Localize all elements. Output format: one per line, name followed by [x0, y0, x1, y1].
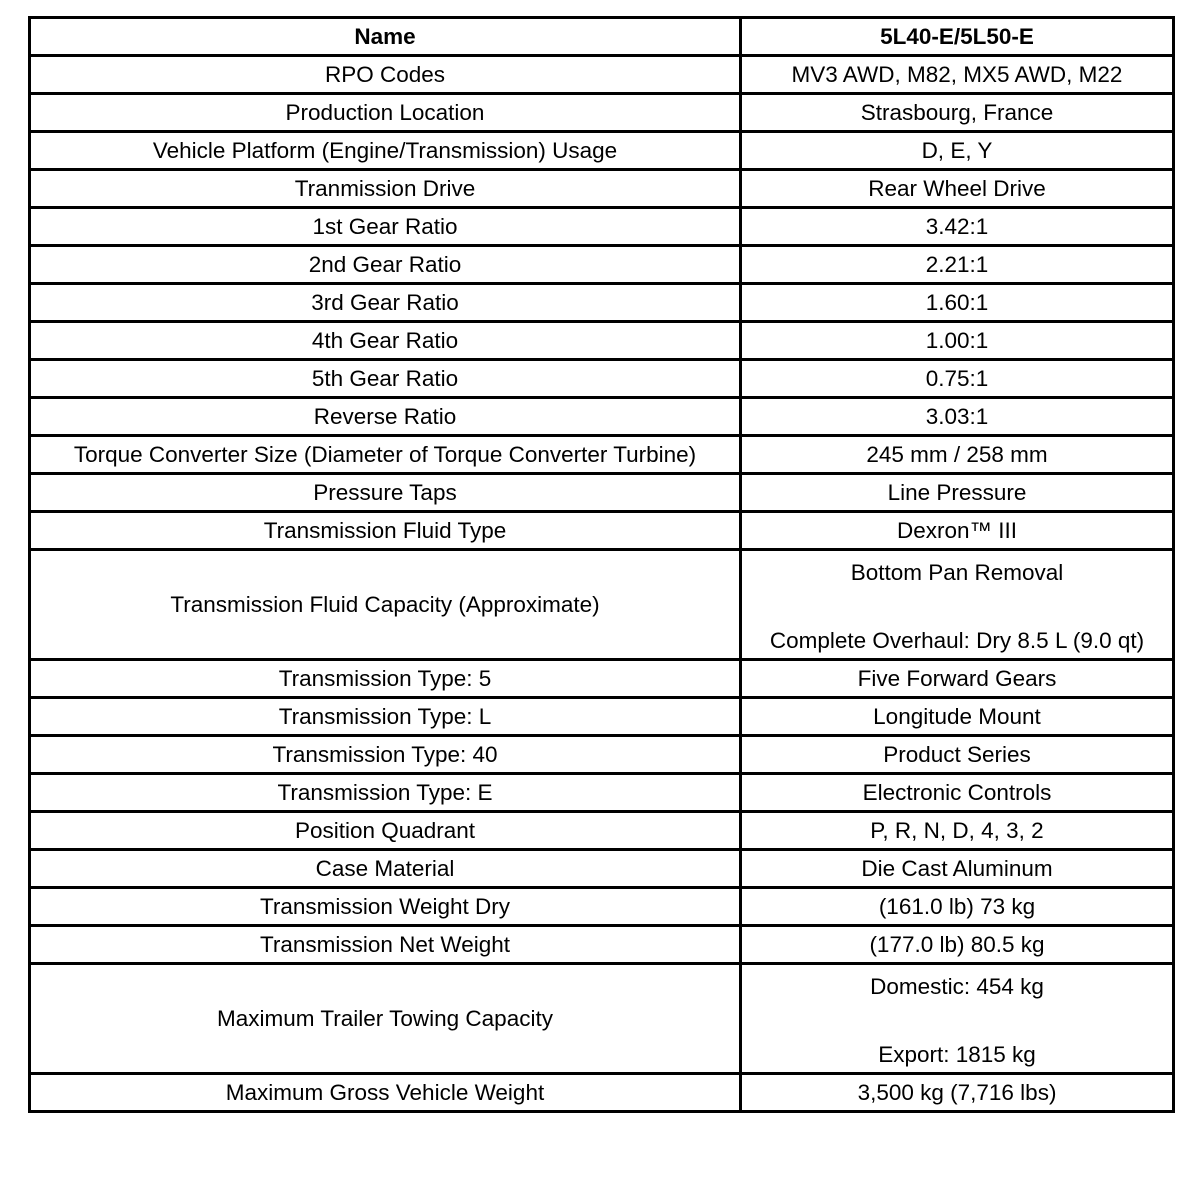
towing-export: Export: 1815 kg	[878, 1042, 1036, 1067]
row-value-multiline	[741, 964, 1174, 1074]
row-label: Pressure Taps	[30, 474, 741, 512]
row-value: D, E, Y	[741, 132, 1174, 170]
table-row	[30, 512, 1174, 550]
row-value: 1.00:1	[741, 322, 1174, 360]
row-label: 1st Gear Ratio	[30, 208, 741, 246]
row-label: Production Location	[30, 94, 741, 132]
table-row	[30, 132, 1174, 170]
row-value: Five Forward Gears	[741, 660, 1174, 698]
table-row	[30, 246, 1174, 284]
table-row	[30, 926, 1174, 964]
row-label: Tranmission Drive	[30, 170, 741, 208]
row-label: Vehicle Platform (Engine/Transmission) Usage	[30, 132, 741, 170]
row-label: Maximum Trailer Towing Capacity	[30, 964, 741, 1074]
table-row	[30, 774, 1174, 812]
table-row	[30, 360, 1174, 398]
row-label: Position Quadrant	[30, 812, 741, 850]
table-row	[30, 284, 1174, 322]
spec-table	[28, 16, 1175, 1113]
table-row	[30, 208, 1174, 246]
table-row	[30, 436, 1174, 474]
row-value: 245 mm / 258 mm	[741, 436, 1174, 474]
row-value: Electronic Controls	[741, 774, 1174, 812]
table-header-row	[30, 18, 1174, 56]
table-row-towing-capacity	[30, 964, 1174, 1074]
row-label: 3rd Gear Ratio	[30, 284, 741, 322]
row-value: Line Pressure	[741, 474, 1174, 512]
row-label: Transmission Type: L	[30, 698, 741, 736]
towing-domestic: Domestic: 454 kg	[870, 974, 1044, 999]
table-row	[30, 170, 1174, 208]
row-label: Maximum Gross Vehicle Weight	[30, 1074, 741, 1112]
row-label: 2nd Gear Ratio	[30, 246, 741, 284]
table-row	[30, 1074, 1174, 1112]
row-label: Transmission Type: 40	[30, 736, 741, 774]
row-value: Dexron™ III	[741, 512, 1174, 550]
row-value: 3.42:1	[741, 208, 1174, 246]
row-value: MV3 AWD, M82, MX5 AWD, M22	[741, 56, 1174, 94]
row-label: Reverse Ratio	[30, 398, 741, 436]
row-label: 5th Gear Ratio	[30, 360, 741, 398]
row-value-multiline	[741, 550, 1174, 660]
table-row	[30, 698, 1174, 736]
row-label: Case Material	[30, 850, 741, 888]
table-row	[30, 660, 1174, 698]
row-value: Strasbourg, France	[741, 94, 1174, 132]
fluid-capacity-line-1: Bottom Pan Removal	[850, 560, 1064, 585]
table-row	[30, 56, 1174, 94]
table-row	[30, 398, 1174, 436]
table-row	[30, 474, 1174, 512]
table-row	[30, 94, 1174, 132]
table-row	[30, 736, 1174, 774]
row-value: 3,500 kg (7,716 lbs)	[741, 1074, 1174, 1112]
row-label: Torque Converter Size (Diameter of Torque Converter Turbine)	[30, 436, 741, 474]
header-model: 5L40-E/5L50-E	[741, 18, 1174, 56]
table-row	[30, 850, 1174, 888]
row-label: RPO Codes	[30, 56, 741, 94]
table-row	[30, 888, 1174, 926]
row-label: Transmission Fluid Capacity (Approximate)	[30, 550, 741, 660]
row-value: Die Cast Aluminum	[741, 850, 1174, 888]
row-label: Transmission Fluid Type	[30, 512, 741, 550]
table-row	[30, 812, 1174, 850]
row-value: (161.0 lb) 73 kg	[741, 888, 1174, 926]
fluid-capacity-line-2: Complete Overhaul: Dry 8.5 L (9.0 qt)	[769, 628, 1145, 653]
row-value: 2.21:1	[741, 246, 1174, 284]
row-value: Product Series	[741, 736, 1174, 774]
row-value: Longitude Mount	[741, 698, 1174, 736]
row-value: (177.0 lb) 80.5 kg	[741, 926, 1174, 964]
row-value: 3.03:1	[741, 398, 1174, 436]
table-row-fluid-capacity	[30, 550, 1174, 660]
row-label: Transmission Type: 5	[30, 660, 741, 698]
row-value: P, R, N, D, 4, 3, 2	[741, 812, 1174, 850]
row-value: 1.60:1	[741, 284, 1174, 322]
row-label: Transmission Net Weight	[30, 926, 741, 964]
row-value: Rear Wheel Drive	[741, 170, 1174, 208]
row-label: Transmission Weight Dry	[30, 888, 741, 926]
row-label: Transmission Type: E	[30, 774, 741, 812]
table-row	[30, 322, 1174, 360]
header-name-label: Name	[30, 18, 741, 56]
row-label: 4th Gear Ratio	[30, 322, 741, 360]
row-value: 0.75:1	[741, 360, 1174, 398]
